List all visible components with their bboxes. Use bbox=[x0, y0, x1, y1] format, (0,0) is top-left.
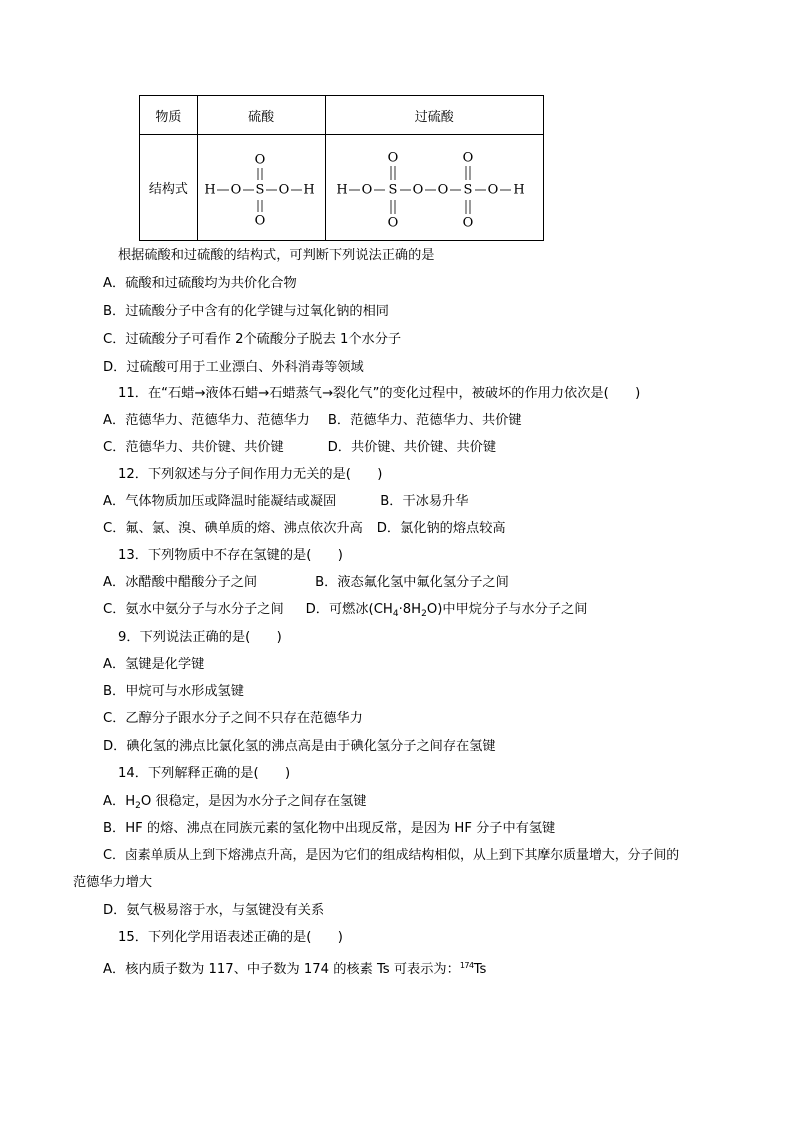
q10-stem: 根据硫酸和过硫酸的结构式，可判断下列说法正确的是 bbox=[118, 248, 435, 263]
persulfuric-s2: S bbox=[463, 182, 473, 197]
ts-mass-number: 174 bbox=[459, 961, 474, 970]
q10-option-b: B．过硫酸分子中含有的化学键与过氧化钠的相同 bbox=[103, 304, 389, 319]
sulfuric-left-h: H bbox=[204, 182, 216, 197]
q12-option-b: B．干冰易升华 bbox=[380, 494, 469, 509]
q11-option-d: D．共价键、共价键、共价键 bbox=[327, 440, 497, 455]
sulfuric-top-o: O bbox=[254, 152, 266, 167]
sulfuric-acid-structural-formula bbox=[201, 138, 321, 238]
table-row-structure bbox=[140, 135, 544, 241]
q11-option-b: B．范德华力、范德华力、共价键 bbox=[327, 413, 522, 428]
q11-option-a: A．范德华力、范德华力、范德华力 bbox=[103, 413, 310, 428]
sulfuric-s: S bbox=[255, 182, 265, 197]
q14-option-d: D．氨气极易溶于水，与氢键没有关系 bbox=[103, 903, 325, 918]
q12-option-c: C．氟、氯、溴、碘单质的熔、沸点依次升高 bbox=[103, 521, 363, 536]
q12-options-row1 bbox=[103, 493, 468, 511]
q10-option-a: A．硫酸和过硫酸均为共价化合物 bbox=[103, 276, 297, 291]
persulfuric-o3: O bbox=[437, 182, 449, 197]
persulfuric-s2-top-o: O bbox=[462, 150, 474, 165]
q13-option-c: C．氨水中氨分子与水分子之间 bbox=[103, 602, 284, 617]
ts-symbol: Ts bbox=[473, 962, 487, 977]
q11-option-c: C．范德华力、共价键、共价键 bbox=[103, 440, 284, 455]
q14-option-c-line2: 范德华力增大 bbox=[73, 875, 153, 890]
table-header-persulfuric-acid: 过硫酸 bbox=[325, 96, 544, 135]
q13-option-a: A．冰醋酸中醋酸分子之间 bbox=[103, 575, 258, 590]
table-row-label: 结构式 bbox=[140, 135, 198, 241]
q12-stem: 12．下列叙述与分子间作用力无关的是( ) bbox=[118, 467, 383, 482]
q12-option-a: A．气体物质加压或降温时能凝结或凝固 bbox=[103, 494, 337, 509]
q9-option-a: A．氢键是化学键 bbox=[103, 657, 205, 672]
persulfuric-acid-structure-cell bbox=[325, 135, 544, 241]
sulfuric-right-h: H bbox=[303, 182, 315, 197]
q14-stem: 14．下列解释正确的是( ) bbox=[118, 766, 291, 781]
persulfuric-right-h: H bbox=[513, 182, 525, 197]
q9-option-c: C．乙醇分子跟水分子之间不只存在范德华力 bbox=[103, 711, 363, 726]
sulfuric-right-o: O bbox=[278, 182, 290, 197]
q14-option-b: B．HF 的熔、沸点在同族元素的氢化物中出现反常，是因为 HF 分子中有氢键 bbox=[103, 821, 556, 836]
q9-stem: 9．下列说法正确的是( ) bbox=[118, 630, 282, 645]
persulfuric-o2: O bbox=[412, 182, 424, 197]
q12-option-d: D．氯化钠的熔点较高 bbox=[376, 521, 506, 536]
persulfuric-s1-bottom-o: O bbox=[387, 215, 399, 230]
q10-option-d: D．过硫酸可用于工业漂白、外科消毒等领域 bbox=[103, 360, 364, 375]
persulfuric-s1-top-o: O bbox=[387, 150, 399, 165]
sulfuric-bottom-o: O bbox=[254, 213, 266, 228]
q11-options-row1 bbox=[103, 412, 522, 430]
table-header-sulfuric-acid: 硫酸 bbox=[197, 96, 325, 135]
acid-structure-table bbox=[139, 95, 544, 241]
q13-option-d: D．可燃冰$(CH_4\cdot 8H_2O)$中甲烷分子与水分子之间 bbox=[305, 602, 588, 619]
persulfuric-acid-structural-formula bbox=[334, 138, 534, 238]
persulfuric-s2-bottom-o: O bbox=[462, 215, 474, 230]
table-header-substance: 物质 bbox=[140, 96, 198, 135]
persulfuric-o4: O bbox=[487, 182, 499, 197]
q15-option-a: A．核内质子数为 117、中子数为 174 的核素 Ts 可表示为：$^{174}$Ts bbox=[103, 961, 487, 977]
q14-option-a: A．$H_2O$ 很稳定，是因为水分子之间存在氢键 bbox=[103, 794, 367, 811]
q9-option-b: B．甲烷可与水形成氢键 bbox=[103, 684, 244, 699]
q11-stem: 11．在“石蜡→液体石蜡→石蜡蒸气→裂化气”的变化过程中，被破坏的作用力依次是( ) bbox=[118, 386, 641, 401]
q9-option-d: D．碘化氢的沸点比氯化氢的沸点高是由于碘化氢分子之间存在氢键 bbox=[103, 739, 496, 754]
sulfuric-left-o: O bbox=[230, 182, 242, 197]
q10-option-c: C．过硫酸分子可看作 2个硫酸分子脱去 1个水分子 bbox=[103, 332, 402, 347]
q13-options-row1 bbox=[103, 574, 509, 592]
persulfuric-o1: O bbox=[361, 182, 373, 197]
q13-stem: 13．下列物质中不存在氢键的是( ) bbox=[118, 548, 343, 563]
q13-option-b: B．液态氟化氢中氟化氢分子之间 bbox=[315, 575, 509, 590]
q14-option-c-line1: C．卤素单质从上到下熔沸点升高，是因为它们的组成结构相似，从上到下其摩尔质量增大，分子间的 bbox=[103, 848, 680, 863]
sulfuric-acid-structure-cell bbox=[197, 135, 325, 241]
q13-options-row2 bbox=[103, 601, 587, 623]
persulfuric-s1: S bbox=[388, 182, 398, 197]
q11-options-row2 bbox=[103, 439, 496, 457]
q15-stem: 15．下列化学用语表述正确的是( ) bbox=[118, 930, 343, 945]
q12-options-row2 bbox=[103, 520, 506, 538]
table-header-row bbox=[140, 96, 544, 135]
persulfuric-left-h: H bbox=[336, 182, 348, 197]
